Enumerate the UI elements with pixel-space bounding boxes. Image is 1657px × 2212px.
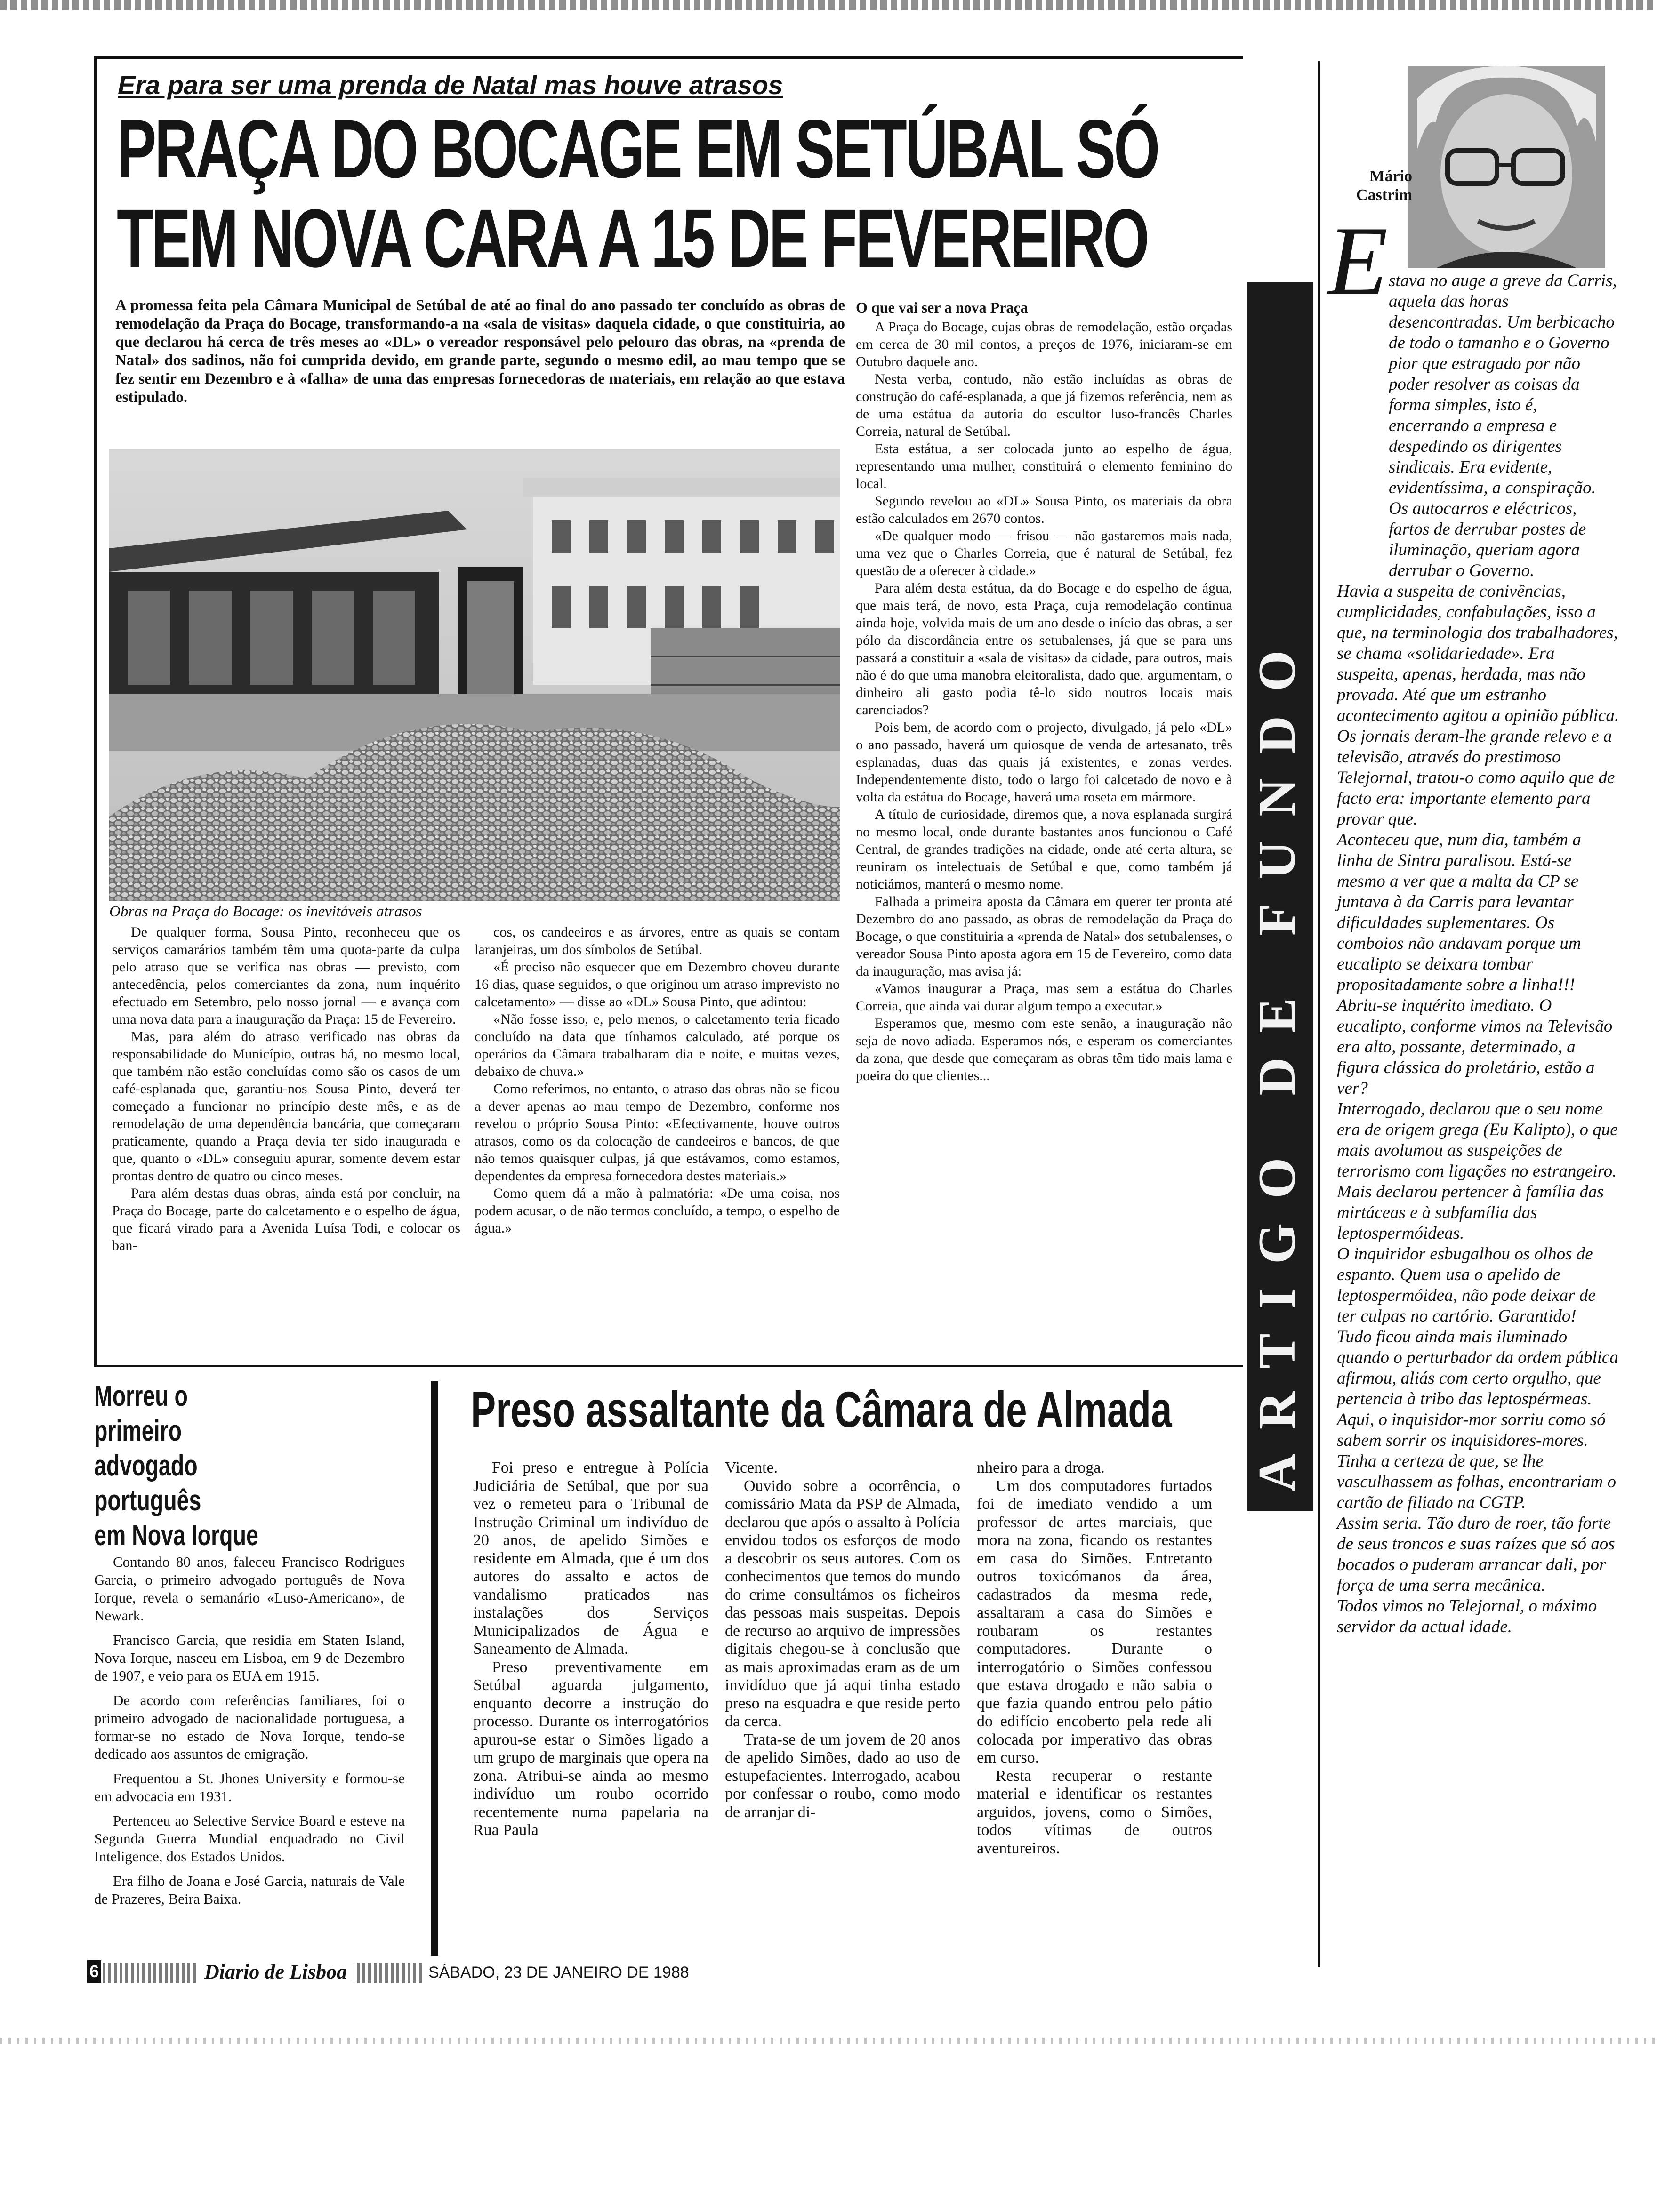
paragraph: cos, os candeeiros e as árvores, entre as quais se contam laranjeiras, um dos símbolos de Setúbal. [475, 924, 840, 957]
main-column-2 [475, 923, 840, 1237]
paragraph: Tudo ficou ainda mais iluminado quando o perturbador da ordem pública afirmou, aliás com certo orgulho, que pertencia à tribo das leptospérmeas. [1337, 1327, 1618, 1409]
author-first-name: Mário [1369, 168, 1412, 185]
masthead-title: Diario de Lisboa [198, 1960, 354, 1984]
paragraph: Abriu-se inquérito imediato. O eucalipto, conforme vimos na Televisão era alto, possante, determinado, a figura clássica do proletário, estão a ver? [1337, 996, 1613, 1098]
paragraph: «Vamos inaugurar a Praça, mas sem a estátua do Charles Correia, que ainda vai durar algum tempo a executar.» [856, 981, 1232, 1014]
paragraph: Como quem dá a mão à palmatória: «De uma coisa, nos podem acusar, o de não termos concluído, a tempo, o espelho de água.» [475, 1186, 840, 1236]
almada-column-3 [977, 1459, 1212, 1858]
paragraph: «De qualquer modo — frisou — não gastaremos mais nada, uma vez que o Charles Correia, que é natural de Setúbal, fez questão de a oferecer à cidade.» [856, 528, 1232, 578]
bottom-scan-edge [0, 2038, 1657, 2044]
column-band-text: ARTIGO DE FUNDO [1248, 625, 1306, 1492]
paragraph: Havia a suspeita de conivências, cumplicidades, confabulações, isso a que, na terminologia dos trabalhadores, se chama «solidariedade». Era suspeita, apenas, herdada, mas não provada. Até que um estranho acontecimento agitou a opinião pública. Os jornais deram-lhe grande relevo e a televisão, através do prestimoso Telejornal, tratou-o como aquilo que de facto era: importante elemento para provar que. [1337, 582, 1619, 829]
left-frame-rule [94, 56, 97, 1365]
author-last-name: Castrim [1356, 186, 1412, 204]
kicker: Era para ser uma prenda de Natal mas houve atrasos [118, 70, 783, 100]
column-band-title [1247, 282, 1313, 1511]
construction-photo [109, 449, 840, 901]
author-byline [1342, 167, 1412, 205]
paragraph: Para além desta estátua, da do Bocage e do espelho de água, que mais terá, de novo, esta Praça, cuja remodelação continua ainda hoje, volvida mais de um ano desde o início das obras, a ser pólo da discordância entre os setubalenses, já que se para uns passará a constituir a «sala de visitas» da cidade, para outros, mais não é do que uma manobra eleitoralista, dado que, argumentam, o dinheiro ali gasto podia tê-lo sido noutros locais mais carenciados? [856, 580, 1232, 718]
paragraph: Esta estátua, a ser colocada junto ao espelho de água, representando uma mulher, constituirá o elemento feminino do local. [856, 441, 1232, 491]
headline-line-2: TEM NOVA CARA A 15 DE FEVEREIRO [117, 192, 1148, 285]
almada-column-1 [473, 1459, 708, 1840]
almada-column-2 [725, 1459, 960, 1821]
right-column-subhead: O que vai ser a nova Praça [856, 299, 1028, 316]
lead-paragraph: A promessa feita pela Câmara Municipal de Setúbal de até ao final do ano passado ter concluído as obras de remodelação da Praça do Bocage, transformando-a na «sala de visitas» daquela cidade, o que constituiria, ao que declarou há cerca de três meses ao «DL» o vereador responsável pelo pelouro das obras, na «prenda de Natal» dos sadinos, não foi cumprida devido, em grande parte, segundo o mesmo edil, ao mau tempo que se fez sentir em Dezembro e à «falha» de uma das empresas fornecedoras de materiais, em relação ao que estava estipulado. [115, 297, 845, 406]
side-headline-line: português [94, 1484, 201, 1517]
side-article-headline [94, 1379, 330, 1553]
paragraph: Aqui, o inquisidor-mor sorriu como só sabem sorrir os inquisidores-mores. Tinha a certeza de que, se lhe vasculhassem as folhas, encontrariam o cartão de filiado na CGTP. [1337, 1410, 1616, 1512]
paragraph: Contando 80 anos, faleceu Francisco Rodrigues Garcia, o primeiro advogado português de Nova Iorque, revela o semanário «Luso-Americano», de Newark. [94, 1554, 405, 1624]
paragraph: De qualquer forma, Sousa Pinto, reconheceu que os serviços camarários também têm uma quota-parte da culpa pelo atraso que se verifica nas obras — previsto, com antecedência, pelos comerciantes da zona, num inquérito efectuado em Setembro, pelo nosso jornal — e avança com uma nova data para a inauguração da Praça: 15 de Fevereiro. [112, 924, 460, 1027]
paragraph: Segundo revelou ao «DL» Sousa Pinto, os materiais da obra estão calculados em 2670 contos. [856, 493, 1232, 526]
paragraph: Pertenceu ao Selective Service Board e esteve na Segunda Guerra Mundial enquadrado no Civil Inteligence, dos Estados Unidos. [94, 1812, 405, 1865]
opinion-column [1337, 271, 1619, 1637]
paragraph: A Praça do Bocage, cujas obras de remodelação, estão orçadas em cerca de 30 mil contos, a preços de 1976, iniciaram-se em Outubro daquele ano. [856, 319, 1232, 369]
section-divider [94, 1365, 1243, 1367]
paragraph: «É preciso não esquecer que em Dezembro choveu durante 16 dias, quase seguidos, o que originou um atraso imprevisto no calcetamento» — disse ao «DL» Sousa Pinto, que adintou: [475, 959, 840, 1010]
paragraph: De acordo com referências familiares, foi o primeiro advogado de nacionalidade portuguesa, a formar-se no estado de Nova Iorque, tendo-se dedicado aos assuntos de emigração. [94, 1692, 405, 1762]
page-number: 6 [87, 1960, 101, 1983]
paragraph: Resta recuperar o restante material e identificar os restantes arguidos, jovens, como o Simões, todos vítimas de outros aventureiros. [977, 1767, 1212, 1857]
headline [117, 103, 1158, 285]
paragraph: Interrogado, declarou que o seu nome era de origem grega (Eu Kalipto), o que mais avolumou as suspeições de terrorismo com ligações no estrangeiro. [1337, 1099, 1618, 1181]
paragraph: Vicente. [725, 1459, 778, 1476]
almada-headline: Preso assaltante da Câmara de Almada [471, 1381, 1172, 1438]
paragraph: Nesta verba, contudo, não estão incluídas as obras de construção do café-esplanada, a que já fizemos referência, nem as de uma estátua da autoria do escultor luso-francês Charles Correia, natural de Setúbal. [856, 371, 1232, 439]
paragraph: Foi preso e entregue à Polícia Judiciária de Setúbal, que por sua vez o remeteu para o Tribunal de Instrução Criminal um indivíduo de 20 anos, de apelido Simões e residente em Almada, que é um dos autores do assalto e actos de vandalismo praticados nas instalações dos Serviços Municipalizados de Água e Saneamento de Almada. [473, 1459, 708, 1658]
paragraph: Ouvido sobre a ocorrência, o comissário Mata da PSP de Almada, declarou que após o assalto à Polícia envidou todos os esforços de modo a descobrir os seus autores. Com os conhecimentos que temos do mundo do crime consultámos os ficheiros das pessoas mais suspeitas. Depois de recurso ao arquivo de impressões digitais chegou-se à conclusão que as mais aproximadas eram as de um invidíduo que já aqui tinha estado preso na esquadra e que reside perto da cerca. [725, 1477, 960, 1730]
paragraph: Mais declarou pertencer à família das mirtáceas e à subfamília das leptospermóideas. [1337, 1182, 1604, 1243]
main-column-3 [856, 299, 1232, 1084]
paragraph: Aconteceu que, num dia, também a linha de Sintra paralisou. Está-se mesmo a ver que a malta da CP se juntava à da Carris para levantar dificuldades suplementares. Os comboios não andavam porque um eucalipto se deixara tombar propositadamente sobre a linha!!! [1337, 830, 1581, 994]
paragraph: A título de curiosidade, diremos que, a nova esplanada surgirá no mesmo local, onde durante bastantes anos funcionou o Café Central, de grandes tradições na cidade, onde até certa altura, se reuniram os intelectuais de Setúbal e que, como também já noticiámos, manterá o mesmo nome. [856, 807, 1232, 892]
portrait-illustration [1408, 66, 1605, 268]
paragraph: Assim seria. Tão duro de roer, tão forte de seus troncos e suas raízes que só aos bocados o puderam arrancar dali, por força de uma serra mecânica. [1337, 1514, 1615, 1595]
publication-date: SÁBADO, 23 DE JANEIRO DE 1988 [428, 1964, 689, 1981]
paragraph: Como referimos, no entanto, o atraso das obras não se ficou a dever apenas ao mau tempo de Dezembro, conforme nos revelou o próprio Sousa Pinto: «Efectivamente, houve outros atrasos, como os da colocação de candeeiros e bancos, de que não temos quaisquer culpas, já que estávamos, como estamos, dependentes da empresa fornecedora destes materiais.» [475, 1081, 840, 1184]
paragraph: stava no auge a greve da Carris, aquela das horas desencontradas. Um berbicacho de todo o tamanho e o Governo pior que estragado por não poder resolver as coisas da forma simples, isto é, encerrando a empresa e despedindo os dirigentes sindicais. Era evidente, evidentíssima, a conspiração. Os autocarros e eléctricos, fartos de derrubar postes de iluminação, queriam agora derrubar o Governo. [1389, 271, 1617, 580]
side-headline-line: advogado [94, 1450, 198, 1482]
paragraph: Para além destas duas obras, ainda está por concluir, na Praça do Bocage, parte do calcetamento e o espelho de água, que ficará virado para a Avenida Luísa Todi, e colocar os ban- [112, 1186, 460, 1253]
top-frame-rule [94, 56, 1243, 59]
paragraph: Um dos computadores furtados foi de imediato vendido a um professor de artes marciais, que mora na zona, ficando os restantes em casa do Simões. Entretanto outros toxicómanos da área, cadastrados da mesma rede, assaltaram a casa do Simões e roubaram os restantes computadores. Durante o interrogatório o Simões confessou que estava drogado e não sabia o que fazia quando entrou pelo pátio do edifício encoberto pela rede ali colocada por imperativo das obras em curso. [977, 1477, 1212, 1766]
photo-caption: Obras na Praça do Bocage: os inevitáveis atrasos [109, 903, 422, 920]
side-headline-line: Morreu o primeiro [94, 1380, 188, 1447]
paragraph: O inquiridor esbugalhou os olhos de espanto. Quem usa o apelido de leptospermóidea, não pode deixar de ter culpas no cartório. Garantido! [1337, 1244, 1596, 1326]
drop-cap: E [1327, 207, 1388, 316]
paragraph: Todos vimos no Telejornal, o máximo servidor da actual idade. [1337, 1596, 1597, 1636]
paragraph: «Não fosse isso, e, pelo menos, o calcetamento teria ficado concluído na data que tínhamos calculado, até porque os operários da Câmara trabalharam dia e noite, e muitas vezes, debaixo de chuva.» [475, 1011, 840, 1079]
top-scan-edge [0, 0, 1657, 10]
paragraph: Mas, para além do atraso verificado nas obras da responsabilidade do Município, outras há, no mesmo local, que também não estão concluídas como são os casos de um café-esplanada que, garantiu-nos Sousa Pinto, deverá ter começado a funcionar no princípio deste mês, e as de remodelação de uma dependência bancária, que começaram praticamente, quando a Praça devia ter sido inaugurada e que, quanto o «DL» conseguiu apurar, somente devem estar prontas dentro de quatro ou cinco meses. [112, 1029, 460, 1184]
headline-line-1: PRAÇA DO BOCAGE EM SETÚBAL SÓ [117, 103, 1158, 195]
paragraph: Preso preventivamente em Setúbal aguarda julgamento, enquanto decorre a instrução do processo. Durante os interrogatórios apurou-se estar o Simões ligado a um grupo de marginais que opera na zona. Atribui-se ainda ao mesmo indivíduo um roubo ocorrido recentemente numa papelaria na Rua Paula [473, 1658, 708, 1839]
paragraph: Frequentou a St. Jhones University e formou-se em advocacia em 1931. [94, 1770, 405, 1804]
almada-headline-wrap [471, 1381, 1233, 1438]
column-band [1247, 282, 1313, 1511]
side-headline-line: em Nova Iorque [94, 1519, 258, 1552]
side-article-body [94, 1553, 405, 1908]
paragraph: Francisco Garcia, que residia em Staten Island, Nova Iorque, nasceu em Lisboa, em 9 de Dezembro de 1907, e veio para os EUA em 1915. [94, 1632, 405, 1684]
almada-headline-bar [431, 1381, 438, 1956]
photo-illustration [109, 449, 840, 901]
paragraph: Falhada a primeira aposta da Câmara em querer ter pronta até Dezembro do ano passado, as obras de remodelação da Praça do Bocage, o que constituiria a «prenda de Natal» dos setubalenses, o vereador Sousa Pinto aposta agora em 15 de Fevereiro, como data da inauguração, mas avisa já: [856, 894, 1232, 979]
main-column-1 [112, 923, 460, 1254]
author-portrait [1408, 66, 1605, 268]
paragraph: Era filho de Joana e José Garcia, naturais de Vale de Prazeres, Beira Baixa. [94, 1873, 405, 1907]
paragraph: Esperamos que, mesmo com este senão, a inauguração não seja de novo adiada. Esperamos nós, e esperam os comerciantes da zona, que desde que começaram as obras têm tido mais lama e poeira do que clientes... [856, 1016, 1232, 1083]
paragraph: Pois bem, de acordo com o projecto, divulgado, já pelo «DL» o ano passado, haverá um quiosque de venda de artesanato, três esplanadas, duas das quais já existentes, e zonas verdes. Independentemente disto, todo o largo foi calcetado de novo e à volta da estátua do Bocage, haverá uma roseta em mármore. [856, 720, 1232, 805]
band-right-rule [1318, 61, 1320, 1967]
paragraph: Trata-se de um jovem de 20 anos de apelido Simões, dado ao uso de estupefacientes. Interrogado, acabou por confessar o roubo, como modo de arranjar di- [725, 1731, 960, 1821]
paragraph: nheiro para a droga. [977, 1459, 1105, 1476]
